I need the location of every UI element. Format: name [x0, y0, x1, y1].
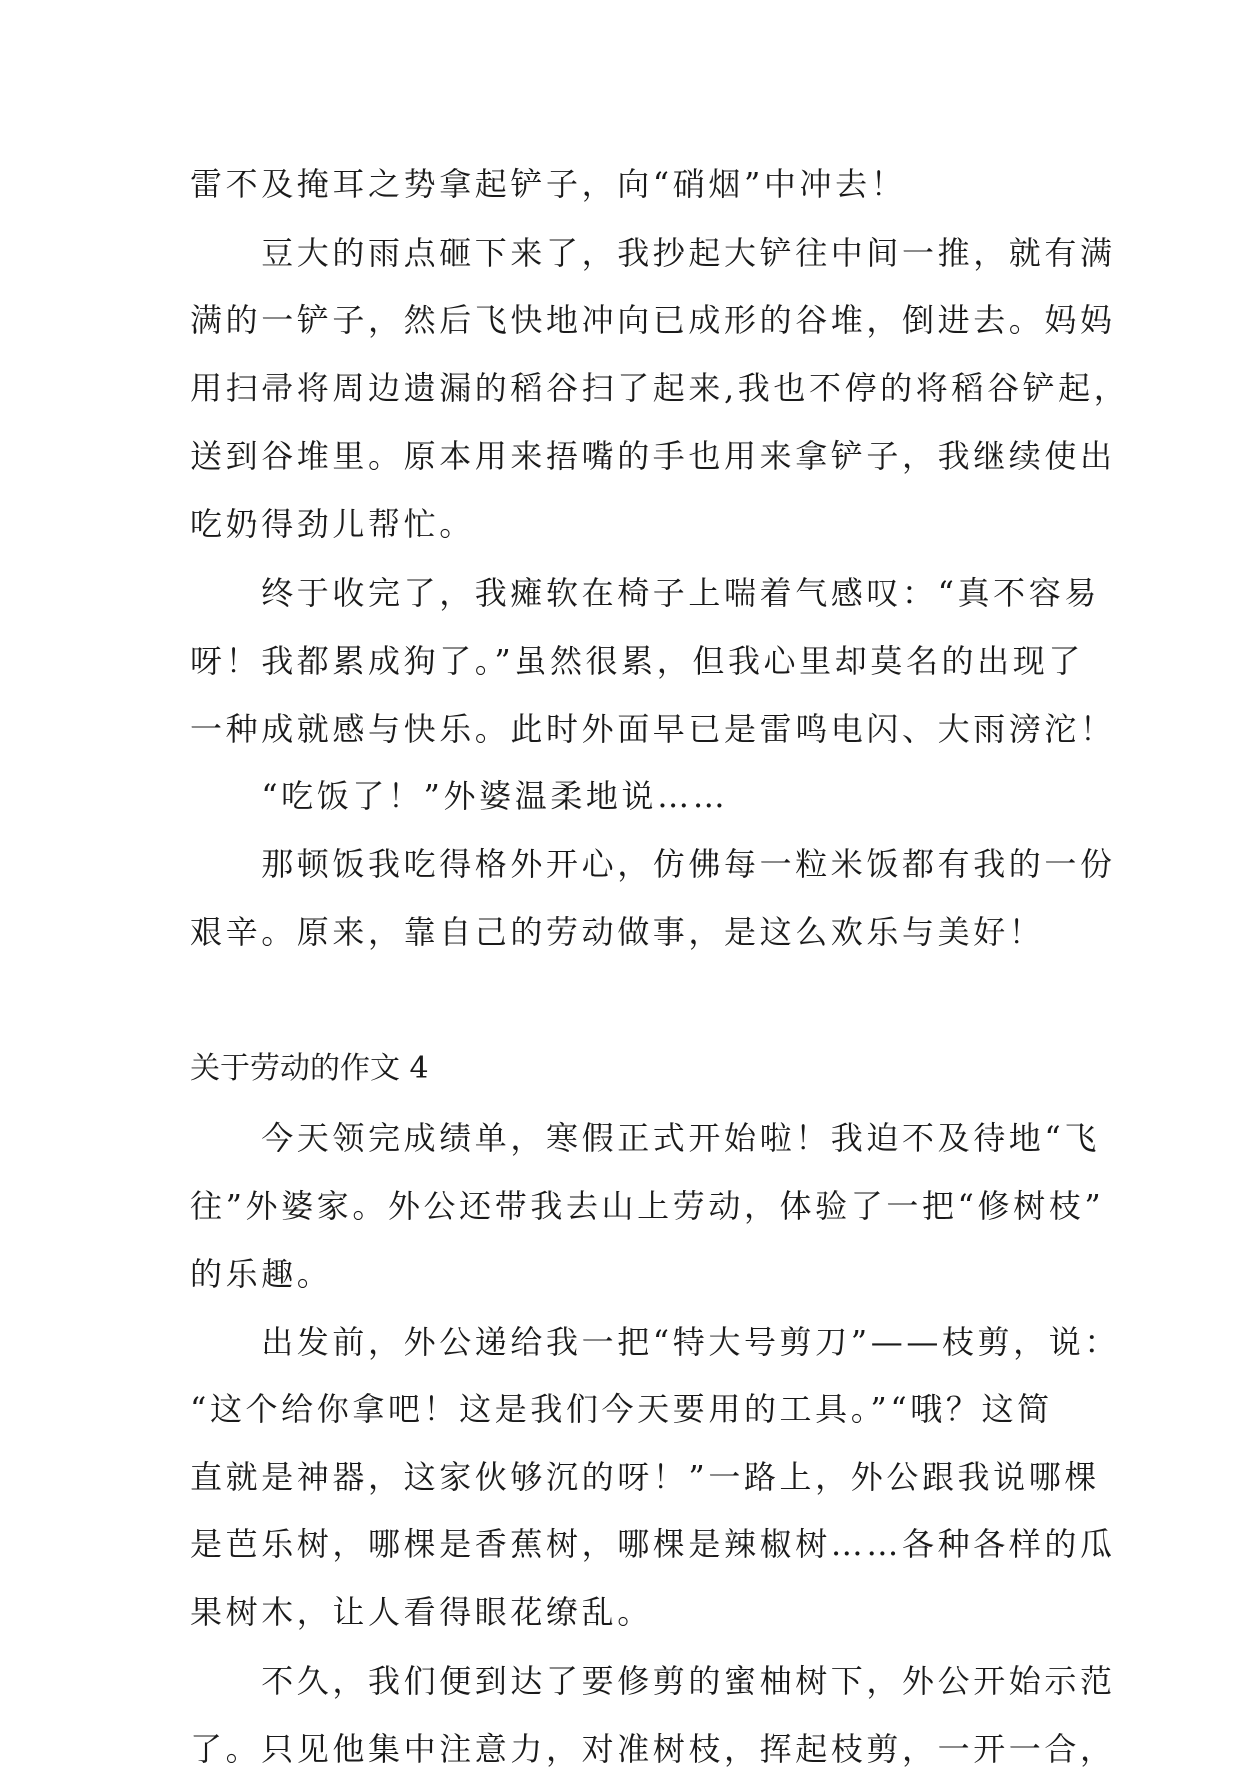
text-line: 的乐趣。: [190, 1255, 333, 1293]
text-line: 终于收完了，我瘫软在椅子上喘着气感叹：“真不容易: [190, 574, 1100, 612]
text-line: 吃奶得劲儿帮忙。: [190, 505, 475, 543]
text-line: 艰辛。原来，靠自己的劳动做事，是这么欢乐与美好！: [190, 913, 1045, 951]
section-heading: 关于劳动的作文 4: [190, 1051, 429, 1086]
text-line: 出发前，外公递给我一把“特大号剪刀”——枝剪，说：: [190, 1323, 1120, 1361]
text-line: 满的一铲子，然后飞快地冲向已成形的谷堆，倒进去。妈妈: [190, 301, 1116, 339]
text-line: 不久，我们便到达了要修剪的蜜柚树下，外公开始示范: [190, 1662, 1116, 1700]
text-line: 那顿饭我吃得格外开心，仿佛每一粒米饭都有我的一份: [190, 845, 1116, 883]
text-line: 豆大的雨点砸下来了，我抄起大铲往中间一推，就有满: [190, 234, 1116, 272]
text-line: 用扫帚将周边遗漏的稻谷扫了起来,我也不停的将稻谷铲起，: [190, 369, 1130, 407]
text-line: 直就是神器，这家伙够沉的呀！”一路上，外公跟我说哪棵: [190, 1458, 1100, 1496]
text-line: 一种成就感与快乐。此时外面早已是雷鸣电闪、大雨滂沱！: [190, 710, 1116, 748]
text-line: 了。只见他集中注意力，对准树枝，挥起枝剪，一开一合，: [190, 1730, 1116, 1768]
text-line: “这个给你拿吧！这是我们今天要用的工具。”“哦？这简: [190, 1390, 1053, 1428]
text-line: 雷不及掩耳之势拿起铲子，向“硝烟”中冲去！: [190, 165, 907, 203]
text-line: 是芭乐树，哪棵是香蕉树，哪棵是辣椒树……各种各样的瓜: [190, 1525, 1116, 1563]
text-line: “吃饭了！”外婆温柔地说……: [190, 777, 729, 815]
text-line: 果树木，让人看得眼花缭乱。: [190, 1593, 653, 1631]
text-line: 呀！我都累成狗了。”虽然很累，但我心里却莫名的出现了: [190, 642, 1084, 680]
text-line: 往”外婆家。外公还带我去山上劳动，体验了一把“修树枝”: [190, 1187, 1105, 1225]
text-line: 送到谷堆里。原本用来捂嘴的手也用来拿铲子，我继续使出: [190, 437, 1116, 475]
text-line: 今天领完成绩单，寒假正式开始啦！我迫不及待地“飞: [190, 1119, 1100, 1157]
